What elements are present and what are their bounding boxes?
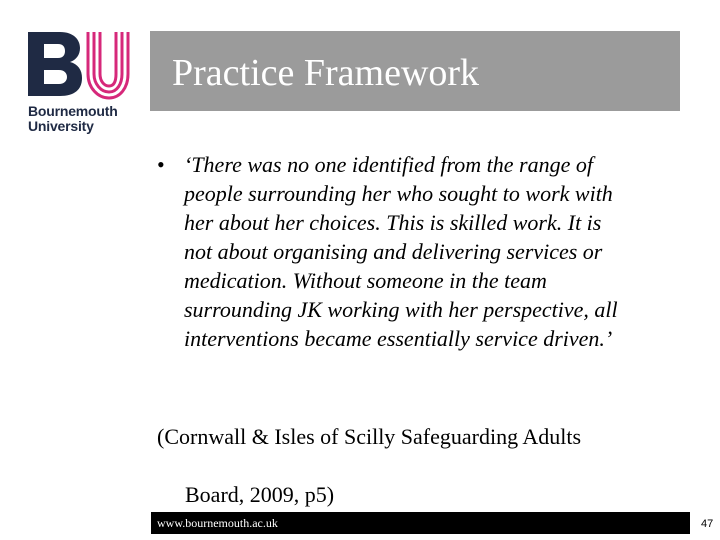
citation-line1: (Cornwall & Isles of Scilly Safeguarding Adults [157, 424, 582, 449]
quote-text: ‘There was no one identified from the range of people surrounding her who sought to work with her about her choices. This is skilled work. It is not about organising and delivering services or medication. Without someone in the team surrounding JK working with her perspective, all interventions became essentially service driven.’ [184, 152, 618, 351]
logo-wordmark [28, 104, 118, 134]
bullet-marker: • [157, 152, 165, 177]
page-number: 47 [701, 518, 714, 530]
slide-title: Practice Framework [172, 52, 480, 94]
footer-url[interactable]: www.bournemouth.ac.uk [157, 516, 278, 530]
logo-name-line2: University [28, 118, 94, 134]
logo-name-line1: Bournemouth [28, 103, 118, 119]
title-bar [150, 31, 680, 111]
citation-line2: Board, 2009, p5) [185, 482, 335, 507]
bu-logo-icon [26, 30, 130, 100]
footer-bar [151, 512, 690, 534]
quote-bullet [157, 150, 687, 353]
university-logo [26, 30, 136, 136]
